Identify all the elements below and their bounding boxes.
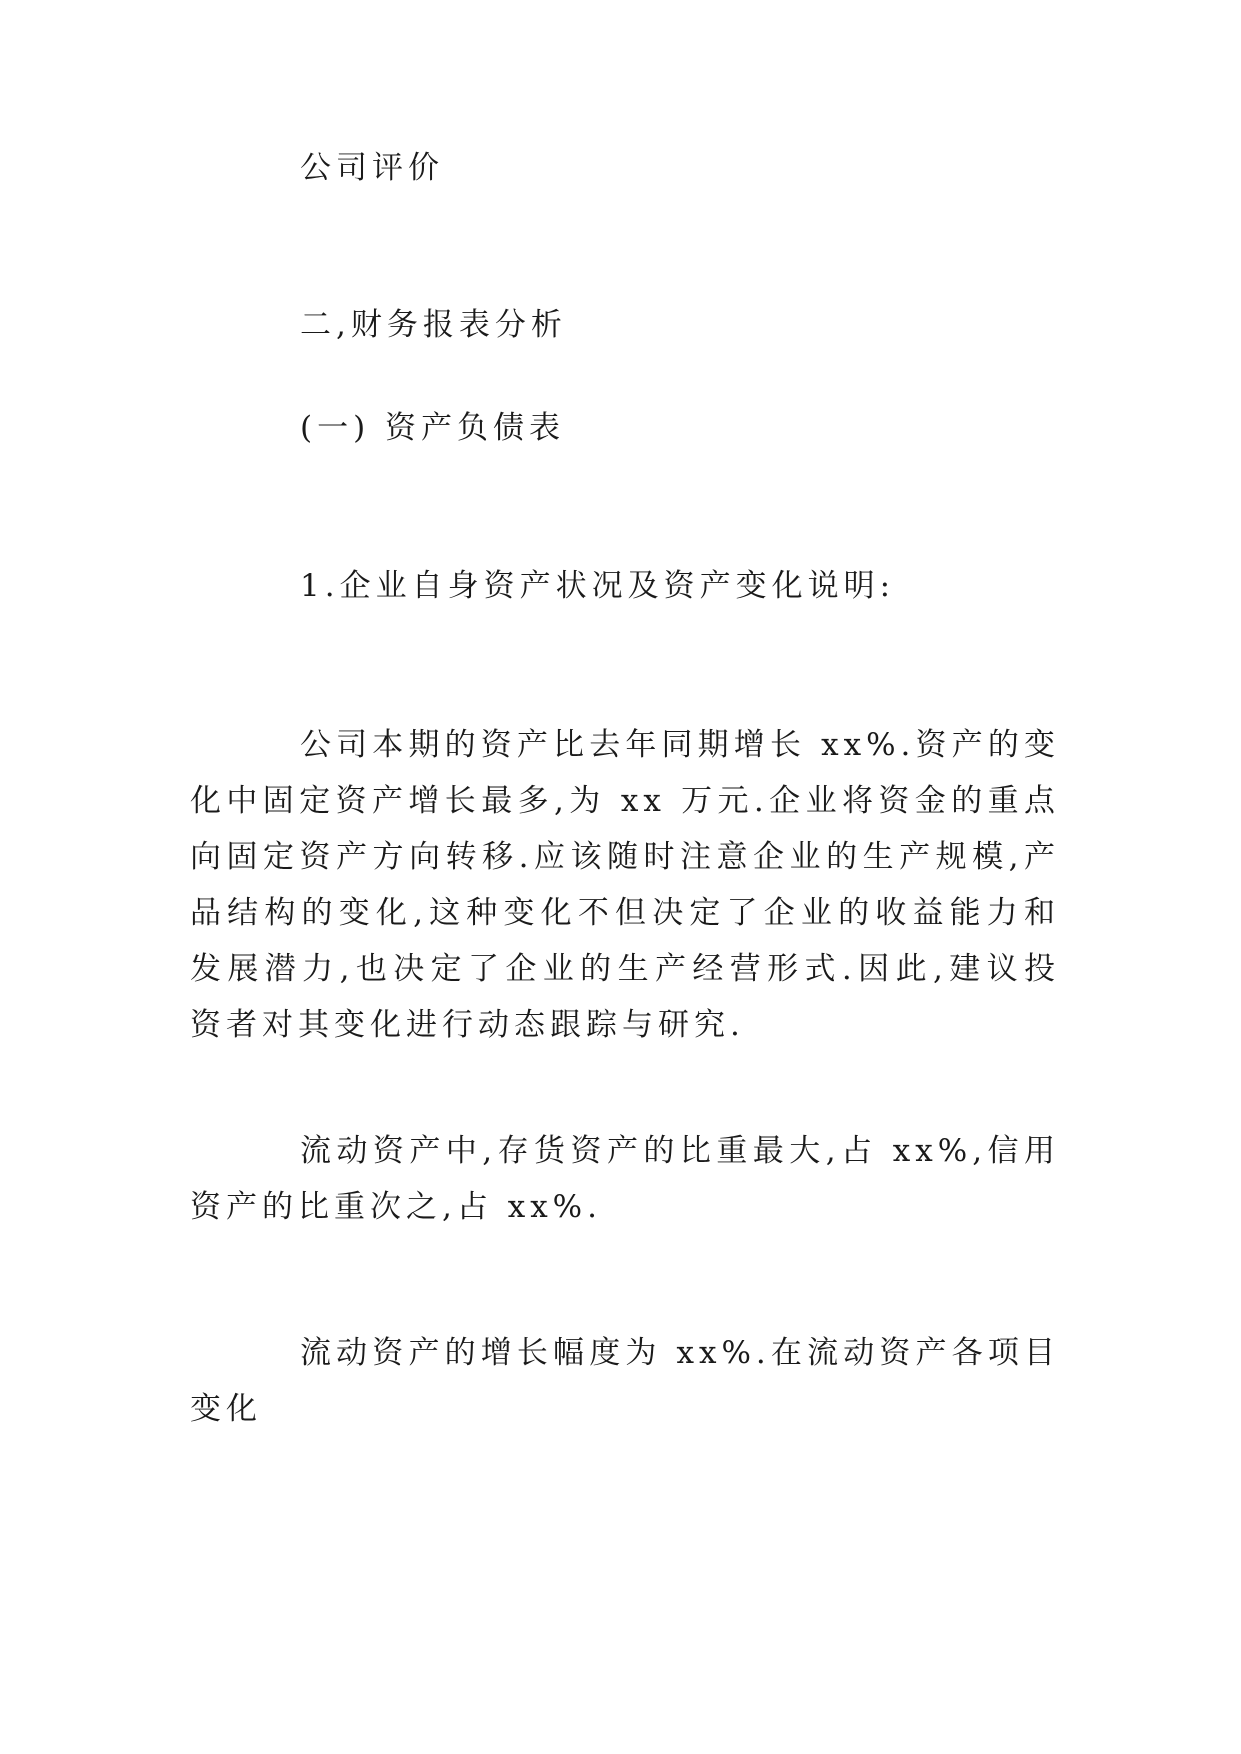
heading-asset-status: 1.企业自身资产状况及资产变化说明: (300, 568, 896, 604)
heading-company-evaluation: 公司评价 (300, 150, 444, 186)
heading-financial-statement-analysis: 二,财务报表分析 (300, 307, 567, 343)
paragraph-asset-change: 公司本期的资产比去年同期增长 xx%.资产的变化中固定资产增长最多,为 xx 万元.企业将资金的重点向固定资产方向转移.应该随时注意企业的生产规模,产品结构的变化,这种变化不但决定了企业的收益能力和发展潜力,也决定了企业的生产经营形式.因此,建议投资者对其变化进行动态跟踪与研究. (190, 727, 1060, 1043)
heading-balance-sheet: (一) 资产负债表 (300, 410, 566, 446)
paragraph-current-assets-share: 流动资产中,存货资产的比重最大,占 xx%,信用资产的比重次之,占 xx%. (190, 1133, 1060, 1225)
paragraph-current-assets-growth: 流动资产的增长幅度为 xx%.在流动资产各项目变化 (190, 1335, 1060, 1427)
